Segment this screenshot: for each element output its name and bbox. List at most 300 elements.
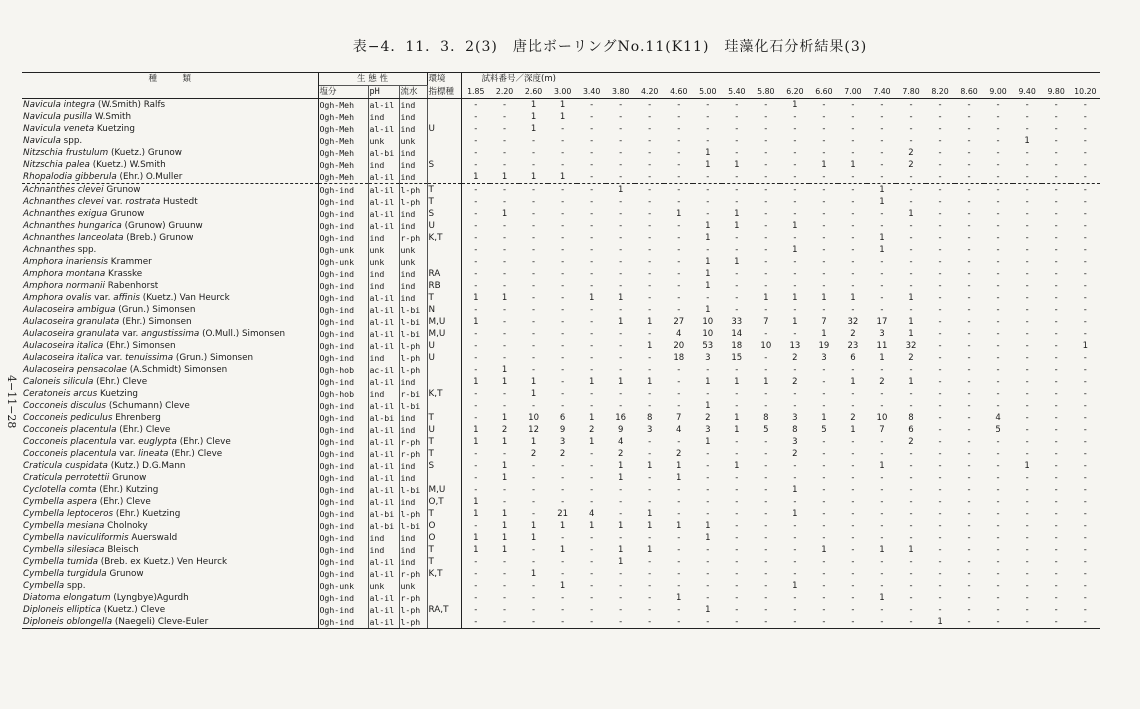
variety-authority: (O.Mull.) Simonsen (199, 329, 286, 339)
species-name (22, 268, 318, 280)
authority: (Ehr.) Cleve (96, 497, 151, 507)
count-cell: - (880, 437, 884, 447)
count-cell: 1 (501, 293, 508, 303)
count-cell: - (1083, 401, 1087, 411)
species-name (22, 496, 318, 508)
count-cell: - (474, 353, 478, 363)
table-row (22, 328, 1100, 340)
count-cell: - (938, 329, 942, 339)
count-cell: 1 (821, 545, 827, 555)
count-cell: 1 (734, 377, 740, 387)
count-cell: - (677, 605, 681, 615)
count-cell: - (938, 473, 942, 483)
flow-value: r-ph (399, 436, 427, 448)
table-row (22, 604, 1100, 616)
count-cell: - (793, 233, 797, 243)
count-cell: - (532, 605, 536, 615)
count-cell: - (996, 281, 1000, 291)
count-cell: 5 (995, 425, 1001, 435)
authority: (Ehr.) Simonsen (103, 341, 176, 351)
genus-species: Cocconeis placentula (23, 425, 117, 435)
count-cell: 2 (908, 148, 914, 158)
genus-species: Nitzschia frustulum (23, 148, 109, 158)
count-cell: 10 (702, 317, 714, 327)
count-cell: - (1083, 365, 1087, 375)
count-cell: 1 (879, 545, 885, 555)
count-cell: - (474, 341, 478, 351)
count-cell: - (677, 148, 681, 158)
salinity-value: Ogh-ind (318, 340, 368, 352)
count-cell: - (490, 184, 519, 197)
count-cell: - (735, 197, 739, 207)
count-cell: 2 (501, 425, 508, 435)
count-cell: - (764, 269, 768, 279)
salinity-value: Ogh-ind (318, 280, 368, 292)
count-cell: - (764, 473, 768, 483)
count-cell: - (996, 160, 1000, 170)
count-cell: - (764, 209, 768, 219)
count-cell: - (967, 581, 971, 591)
count-cell: - (967, 557, 971, 567)
count-cell: - (706, 112, 710, 122)
diatom-table (22, 72, 1100, 629)
count-cell: 32 (847, 317, 859, 327)
count-cell: - (1083, 413, 1087, 423)
count-cell: - (909, 281, 913, 291)
count-cell: - (967, 509, 971, 519)
species-name (22, 424, 318, 436)
count-cell: 1 (501, 533, 508, 543)
depth-header: 8.60 (955, 86, 984, 99)
species-name (22, 376, 318, 388)
count-cell: - (677, 136, 681, 146)
count-cell: - (1083, 605, 1087, 615)
count-cell: - (1025, 197, 1029, 207)
count-cell: - (1025, 521, 1029, 531)
count-cell: - (735, 148, 739, 158)
indicator-value (427, 580, 461, 592)
count-cell: - (996, 569, 1000, 579)
count-cell: - (851, 461, 855, 471)
salinity-value: Ogh-ind (318, 196, 368, 208)
count-cell: - (619, 233, 623, 243)
count-cell: - (1054, 557, 1058, 567)
count-cell: - (851, 172, 855, 182)
count-cell: - (677, 437, 681, 447)
count-cell: 1 (530, 521, 537, 531)
genus-species: Rhopalodia gibberula (23, 172, 117, 182)
count-cell: - (648, 221, 652, 231)
count-cell: - (793, 497, 797, 507)
count-cell: - (967, 148, 971, 158)
salinity-value: Ogh-ind (318, 304, 368, 316)
count-cell: 1 (588, 377, 595, 387)
count-cell: - (938, 353, 942, 363)
count-cell: - (532, 365, 536, 375)
count-cell: 1 (705, 257, 711, 267)
count-cell: - (590, 136, 594, 146)
count-cell: 7 (879, 425, 885, 435)
count-cell: - (1025, 425, 1029, 435)
count-cell: 3 (559, 437, 566, 447)
count-cell: - (880, 449, 884, 459)
count-cell: - (793, 160, 797, 170)
species-name (22, 99, 318, 112)
ph-value: al-il (368, 220, 399, 232)
count-cell: - (561, 341, 565, 351)
count-cell: - (503, 112, 507, 122)
count-cell: - (1025, 437, 1029, 447)
ph-value: al-il (368, 400, 399, 412)
ph-value: al-il (368, 592, 399, 604)
count-cell: - (677, 281, 681, 291)
species-name (22, 135, 318, 147)
count-cell: - (619, 209, 623, 219)
count-cell: - (648, 293, 652, 303)
count-cell: 1 (908, 329, 914, 339)
count-cell: - (503, 269, 507, 279)
count-cell: - (967, 413, 971, 423)
ph-value: al-bi (368, 508, 399, 520)
count-cell: 1 (705, 281, 711, 291)
count-cell: 1 (908, 545, 914, 555)
count-cell: - (822, 485, 826, 495)
count-cell: - (938, 172, 942, 182)
table-row (22, 556, 1100, 568)
count-cell: 8 (908, 413, 914, 423)
count-cell: 15 (731, 353, 743, 363)
count-cell: - (793, 461, 797, 471)
count-cell: 1 (705, 605, 711, 615)
count-cell: - (503, 100, 507, 110)
count-cell: - (677, 124, 681, 134)
count-cell: - (996, 317, 1000, 327)
count-cell: 3 (792, 437, 798, 447)
count-cell: - (1083, 581, 1087, 591)
count-cell: - (503, 605, 507, 615)
count-cell: - (590, 557, 594, 567)
count-cell: - (474, 413, 478, 423)
count-cell: - (1025, 233, 1029, 243)
salinity-value: Ogh-ind (318, 472, 368, 484)
count-cell: - (590, 401, 594, 411)
salinity-value: Ogh-ind (318, 556, 368, 568)
count-cell: - (938, 377, 942, 387)
count-cell: - (1025, 449, 1029, 459)
count-cell: - (880, 136, 884, 146)
table-row (22, 508, 1100, 520)
depth-header: 5.00 (693, 86, 722, 99)
count-cell: - (938, 148, 942, 158)
species-name (22, 244, 318, 256)
count-cell: - (619, 305, 623, 315)
count-cell: - (590, 305, 594, 315)
count-cell: - (590, 148, 594, 158)
depth-header: 2.20 (490, 86, 519, 99)
count-cell: - (706, 100, 710, 110)
species-name (22, 316, 318, 328)
count-cell: 7 (763, 317, 769, 327)
authority: spp. (60, 136, 83, 146)
count-cell: - (561, 497, 565, 507)
count-cell: - (474, 389, 478, 399)
species-name (22, 328, 318, 340)
count-cell: - (909, 461, 913, 471)
genus-species: Navicula integra (23, 100, 96, 110)
count-cell: - (1025, 257, 1029, 267)
variety-authority: (Kuetz.) Van Heurck (139, 293, 230, 303)
salinity-value: Ogh-Meh (318, 123, 368, 135)
count-cell: - (735, 281, 739, 291)
count-cell: - (967, 172, 971, 182)
count-cell: - (1054, 257, 1058, 267)
count-cell: - (677, 293, 681, 303)
count-cell: - (764, 449, 768, 459)
count-cell: - (548, 616, 577, 629)
count-cell: 1 (588, 293, 595, 303)
count-cell: 1 (908, 377, 914, 387)
indicator-header: 指標種 (427, 86, 461, 99)
table-row (22, 616, 1100, 629)
count-cell: 1 (926, 616, 955, 629)
count-cell: - (1054, 485, 1058, 495)
count-cell: - (532, 269, 536, 279)
species-name (22, 159, 318, 171)
count-cell: - (1025, 365, 1029, 375)
count-cell: - (577, 616, 606, 629)
count-cell: - (1054, 148, 1058, 158)
flow-value: ind (399, 460, 427, 472)
count-cell: - (561, 605, 565, 615)
count-cell: - (793, 112, 797, 122)
indicator-value: O (427, 520, 461, 532)
count-cell: 1 (501, 545, 508, 555)
genus-species: Cymbella aspera (23, 497, 97, 507)
count-cell: - (793, 569, 797, 579)
count-cell: - (822, 221, 826, 231)
count-cell: - (938, 413, 942, 423)
count-cell: - (938, 401, 942, 411)
count-cell: - (606, 616, 635, 629)
table-row (22, 123, 1100, 135)
flow-value: ind (399, 292, 427, 304)
count-cell: - (1054, 112, 1058, 122)
count-cell: - (1054, 545, 1058, 555)
count-cell: - (1083, 233, 1087, 243)
count-cell: - (822, 569, 826, 579)
table-row (22, 568, 1100, 580)
count-cell: - (851, 521, 855, 531)
table-row (22, 484, 1100, 496)
count-cell: - (822, 593, 826, 603)
count-cell: - (996, 473, 1000, 483)
count-cell: 4 (617, 437, 624, 447)
genus-species: Cymbella leptoceros (23, 509, 114, 519)
genus-species: Ceratoneis arcus (23, 389, 98, 399)
indicator-value: O,T (427, 496, 461, 508)
count-cell: 1 (705, 533, 711, 543)
count-cell: 1 (676, 209, 682, 219)
genus-species: Craticula cuspidata (23, 461, 108, 471)
authority: Bleisch (104, 545, 139, 555)
count-cell: - (793, 257, 797, 267)
authority: (Ehr.) Kuetzing (113, 509, 181, 519)
count-cell: - (909, 305, 913, 315)
count-cell: - (938, 497, 942, 507)
authority: Krasske (105, 269, 143, 279)
count-cell: - (561, 365, 565, 375)
count-cell: 2 (617, 449, 624, 459)
indicator-value: M,U (427, 316, 461, 328)
ph-value: ac-il (368, 364, 399, 376)
count-cell: - (706, 209, 710, 219)
count-cell: - (648, 497, 652, 507)
count-cell: - (503, 317, 507, 327)
depth-header: 7.40 (867, 86, 896, 99)
table-row (22, 220, 1100, 232)
count-cell: - (1025, 148, 1029, 158)
count-cell: - (722, 616, 751, 629)
flow-value: l-bi (399, 520, 427, 532)
count-cell: - (648, 112, 652, 122)
count-cell: - (474, 605, 478, 615)
count-cell: 1 (705, 401, 711, 411)
count-cell: - (1083, 124, 1087, 134)
genus-species: Nitzschia palea (23, 160, 90, 170)
count-cell: - (619, 136, 623, 146)
depth-header: 4.20 (635, 86, 664, 99)
count-cell: - (996, 605, 1000, 615)
count-cell: - (648, 353, 652, 363)
table-row (22, 532, 1100, 544)
count-cell: - (851, 269, 855, 279)
authority: W.Smith (92, 112, 132, 122)
count-cell: - (938, 197, 942, 207)
ph-value: ind (368, 268, 399, 280)
count-cell: - (967, 257, 971, 267)
count-cell: 1 (501, 509, 508, 519)
count-cell: - (764, 148, 768, 158)
flow-value: l-ph (399, 196, 427, 208)
count-cell: - (677, 197, 681, 207)
count-cell: - (474, 365, 478, 375)
count-cell: - (967, 269, 971, 279)
count-cell: - (706, 389, 710, 399)
count-cell: - (967, 341, 971, 351)
count-cell: - (851, 473, 855, 483)
count-cell: - (503, 148, 507, 158)
count-cell: - (619, 497, 623, 507)
count-cell: - (793, 521, 797, 531)
count-cell: - (1054, 605, 1058, 615)
table-row (22, 424, 1100, 436)
count-cell: - (590, 581, 594, 591)
count-cell: - (764, 389, 768, 399)
count-cell: 1 (734, 425, 740, 435)
ph-value: al-il (368, 99, 399, 112)
table-row (22, 592, 1100, 604)
env-header: 環境 (427, 73, 461, 86)
salinity-value: Ogh-Meh (318, 99, 368, 112)
count-cell: 6 (850, 353, 856, 363)
count-cell: - (503, 401, 507, 411)
count-cell: 1 (530, 172, 537, 182)
table-row (22, 304, 1100, 316)
count-cell: - (938, 605, 942, 615)
count-cell: 1 (763, 293, 769, 303)
count-cell: 1 (473, 293, 479, 303)
count-cell: - (1025, 100, 1029, 110)
authority: Grunow (109, 473, 147, 483)
count-cell: - (967, 353, 971, 363)
count-cell: 1 (792, 245, 798, 255)
count-cell: - (822, 521, 826, 531)
ph-value: unk (368, 135, 399, 147)
flow-value: l-ph (399, 184, 427, 197)
table-row (22, 268, 1100, 280)
species-name (22, 123, 318, 135)
count-cell: - (590, 172, 594, 182)
count-cell: - (822, 233, 826, 243)
species-name (22, 412, 318, 424)
count-cell: - (619, 341, 623, 351)
count-cell: - (938, 569, 942, 579)
genus-species: Diploneis oblongella (23, 617, 113, 627)
count-cell: - (474, 557, 478, 567)
indicator-value (427, 364, 461, 376)
count-cell: - (909, 112, 913, 122)
count-cell: 2 (792, 377, 798, 387)
count-cell: - (735, 569, 739, 579)
count-cell: - (735, 136, 739, 146)
count-cell: - (1054, 233, 1058, 243)
count-cell: - (909, 172, 913, 182)
count-cell: - (1054, 497, 1058, 507)
count-cell: - (851, 593, 855, 603)
count-cell: 1 (705, 437, 711, 447)
count-cell: - (967, 112, 971, 122)
count-cell: 1 (473, 437, 479, 447)
count-cell: - (996, 581, 1000, 591)
species-name (22, 460, 318, 472)
count-cell: - (735, 269, 739, 279)
count-cell: 1 (501, 377, 508, 387)
count-cell: 2 (705, 413, 711, 423)
count-cell: - (561, 401, 565, 411)
count-cell: - (880, 473, 884, 483)
count-cell: - (967, 605, 971, 615)
count-cell: - (474, 521, 478, 531)
authority: Auerswald (128, 533, 178, 543)
count-cell: 11 (876, 341, 888, 351)
species-name (22, 508, 318, 520)
table-row (22, 135, 1100, 147)
count-cell: - (926, 184, 955, 197)
count-cell: - (474, 257, 478, 267)
flow-value: ind (399, 472, 427, 484)
count-cell: - (735, 172, 739, 182)
count-cell: 1 (501, 172, 508, 182)
count-cell: - (938, 425, 942, 435)
count-cell: 1 (617, 461, 624, 471)
depth-header: 1.85 (461, 86, 490, 99)
count-cell: - (1025, 533, 1029, 543)
count-cell: - (909, 533, 913, 543)
count-cell: - (561, 557, 565, 567)
count-cell: - (677, 485, 681, 495)
salinity-value: Ogh-ind (318, 448, 368, 460)
indicator-value: U (427, 340, 461, 352)
